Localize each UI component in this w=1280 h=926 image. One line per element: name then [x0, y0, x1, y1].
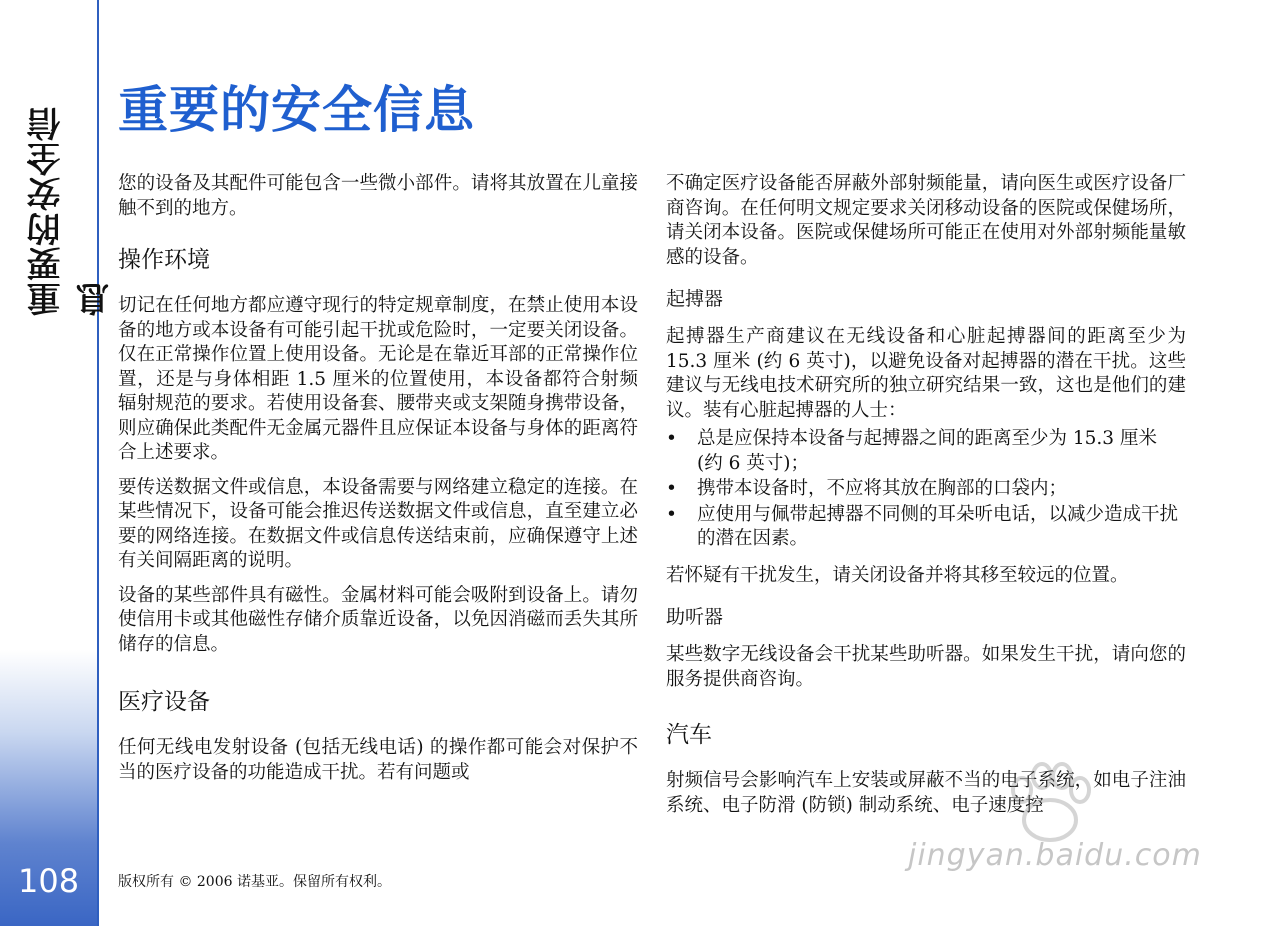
env-paragraph-2: 要传送数据文件或信息，本设备需要与网络建立稳定的连接。在某些情况下，设备可能会推迟传送数据文件或信息，直至建立必要的网络连接。在数据文件或信息传送结束前，应确保遵守上述有关间隔距离的说明。 [118, 476, 638, 571]
heading-medical-devices: 医疗设备 [118, 689, 210, 715]
heading-pacemakers: 起搏器 [666, 288, 724, 310]
list-item: • 携带本设备时，不应将其放在胸部的口袋内； [666, 477, 1186, 502]
env-paragraph-3: 设备的某些部件具有磁性。金属材料可能会吸附到设备上。请勿使信用卡或其他磁性存储介质靠近设备，以免因消磁而丢失其所储存的信息。 [118, 584, 638, 655]
sidebar-divider [97, 0, 99, 926]
watermark-text: jingyan.baidu.com [908, 838, 1202, 873]
bullet-icon: • [666, 503, 677, 525]
bullet-icon: • [666, 428, 677, 449]
list-item: • 应使用与佩带起搏器不同侧的耳朵听电话，以减少造成干扰的潜在因素。 [666, 503, 1179, 549]
pacemaker-list [666, 427, 1186, 552]
hearing-aid-paragraph: 某些数字无线设备会干扰某些助听器。如果发生干扰，请向您的服务提供商咨询。 [666, 644, 1186, 690]
pacemaker-paragraph-2: 若怀疑有干扰发生，请关闭设备并将其移至较远的位置。 [666, 564, 1129, 586]
medical-paragraph-1: 任何无线电发射设备 (包括无线电话) 的操作都可能会对保护不当的医疗设备的功能造成干扰。若有问题或 [118, 737, 638, 783]
left-column [118, 172, 638, 795]
page-number: 108 [18, 862, 80, 900]
copyright-footer: 版权所有 © 2006 诺基亚。保留所有权利。 [118, 874, 391, 890]
list-item: • 总是应保持本设备与起搏器之间的距离至少为 15.3 厘米 (约 6 英寸)； [666, 428, 1157, 474]
vehicle-paragraph: 射频信号会影响汽车上安装或屏蔽不当的电子系统，如电子注油系统、电子防滑 (防锁) 制动系统、电子速度控 [666, 770, 1186, 816]
heading-hearing-aids: 助听器 [666, 606, 724, 628]
page-title: 重要的安全信息 [118, 81, 475, 139]
intro-paragraph: 您的设备及其配件可能包含一些微小部件。请将其放置在儿童接触不到的地方。 [118, 173, 638, 219]
pacemaker-paragraph-1: 起搏器生产商建议在无线设备和心脏起搏器间的距离至少为 15.3 厘米 (约 6 英寸)，以避免设备对起搏器的潜在干扰。这些建议与无线电技术研究所的独立研究结果一致，这也是他们的建议。装有心脏起搏器的人士： [666, 326, 1186, 421]
env-paragraph-1: 切记在任何地方都应遵守现行的特定规章制度，在禁止使用本设备的地方或本设备有可能引起干扰或危险时，一定要关闭设备。仅在正常操作位置上使用设备。无论是在靠近耳部的正常操作位置，还是与身体相距 1.5 厘米的位置使用，本设备都符合射频辐射规范的要求。若使用设备套、腰带夹或支架随身携带设备，则应确保此类配件无金属元器件且应保证本设备与身体的距离符合上述要求。 [118, 295, 638, 463]
right-column [666, 172, 1186, 828]
medical-paragraph-2: 不确定医疗设备能否屏蔽外部射频能量，请向医生或医疗设备厂商咨询。在任何明文规定要求关闭移动设备的医院或保健场所，请关闭本设备。医院或保健场所可能正在使用对外部射频能量敏感的设备。 [666, 173, 1186, 268]
bullet-icon: • [666, 478, 677, 499]
heading-operating-environment: 操作环境 [118, 247, 210, 273]
sidebar-vertical-title: 重要的安全信息 [27, 106, 116, 316]
heading-vehicles: 汽车 [666, 722, 712, 748]
